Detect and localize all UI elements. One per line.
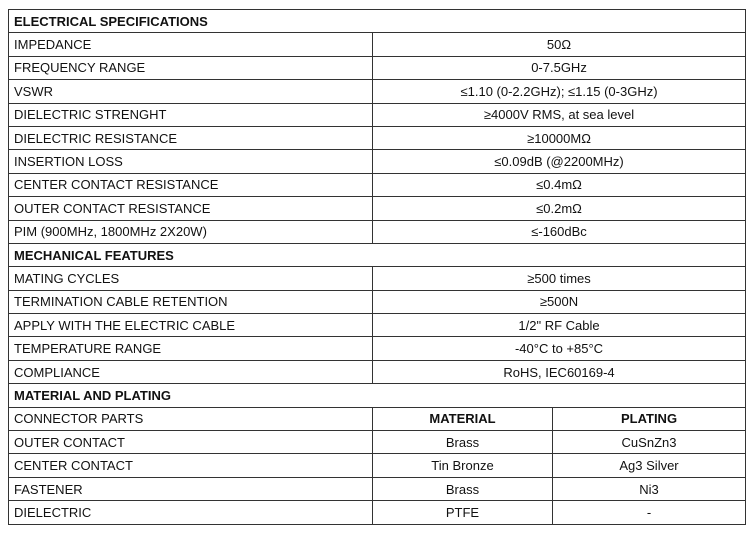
part-material: PTFE — [373, 501, 553, 524]
table-row — [9, 314, 746, 337]
row-value: ≤0.2mΩ — [373, 197, 746, 220]
table-row — [9, 220, 746, 243]
row-value: 0-7.5GHz — [373, 56, 746, 79]
section-title: MECHANICAL FEATURES — [9, 243, 746, 266]
table-row — [9, 33, 746, 56]
row-value: ≥500 times — [373, 267, 746, 290]
section-title: ELECTRICAL SPECIFICATIONS — [9, 10, 746, 33]
row-label: CENTER CONTACT RESISTANCE — [9, 173, 373, 196]
section-header-electrical — [9, 10, 746, 33]
row-label: FREQUENCY RANGE — [9, 56, 373, 79]
table-row — [9, 267, 746, 290]
row-label: IMPEDANCE — [9, 33, 373, 56]
column-header-row — [9, 407, 746, 430]
column-header-plating: PLATING — [553, 407, 746, 430]
row-label: APPLY WITH THE ELECTRIC CABLE — [9, 314, 373, 337]
column-header-parts: CONNECTOR PARTS — [9, 407, 373, 430]
table-row — [9, 103, 746, 126]
row-label: PIM (900MHz, 1800MHz 2X20W) — [9, 220, 373, 243]
part-plating: Ni3 — [553, 477, 746, 500]
part-name: DIELECTRIC — [9, 501, 373, 524]
row-label: TERMINATION CABLE RETENTION — [9, 290, 373, 313]
row-value: ≤1.10 (0-2.2GHz); ≤1.15 (0-3GHz) — [373, 80, 746, 103]
part-name: CENTER CONTACT — [9, 454, 373, 477]
row-label: DIELECTRIC STRENGHT — [9, 103, 373, 126]
table-row — [9, 197, 746, 220]
part-material: Brass — [373, 477, 553, 500]
row-label: TEMPERATURE RANGE — [9, 337, 373, 360]
column-header-material: MATERIAL — [373, 407, 553, 430]
table-row — [9, 80, 746, 103]
row-value: 50Ω — [373, 33, 746, 56]
table-row — [9, 477, 746, 500]
table-row — [9, 360, 746, 383]
table-row — [9, 56, 746, 79]
table-row — [9, 290, 746, 313]
table-row — [9, 126, 746, 149]
row-label: VSWR — [9, 80, 373, 103]
part-plating: Ag3 Silver — [553, 454, 746, 477]
section-header-material — [9, 384, 746, 407]
table-row — [9, 337, 746, 360]
table-row — [9, 454, 746, 477]
row-value: ≥4000V RMS, at sea level — [373, 103, 746, 126]
row-value: ≤-160dBc — [373, 220, 746, 243]
row-value: 1/2" RF Cable — [373, 314, 746, 337]
row-label: OUTER CONTACT RESISTANCE — [9, 197, 373, 220]
part-material: Tin Bronze — [373, 454, 553, 477]
table-row — [9, 501, 746, 524]
part-name: OUTER CONTACT — [9, 431, 373, 454]
part-plating: CuSnZn3 — [553, 431, 746, 454]
row-value: RoHS, IEC60169-4 — [373, 360, 746, 383]
part-material: Brass — [373, 431, 553, 454]
row-label: DIELECTRIC RESISTANCE — [9, 126, 373, 149]
row-value: ≥500N — [373, 290, 746, 313]
row-label: MATING CYCLES — [9, 267, 373, 290]
specifications-table — [8, 9, 746, 525]
row-value: ≥10000MΩ — [373, 126, 746, 149]
table-row — [9, 431, 746, 454]
table-row — [9, 150, 746, 173]
table-row — [9, 173, 746, 196]
part-name: FASTENER — [9, 477, 373, 500]
section-header-mechanical — [9, 243, 746, 266]
row-value: -40°C to +85°C — [373, 337, 746, 360]
row-label: COMPLIANCE — [9, 360, 373, 383]
row-label: INSERTION LOSS — [9, 150, 373, 173]
section-title: MATERIAL AND PLATING — [9, 384, 746, 407]
row-value: ≤0.09dB (@2200MHz) — [373, 150, 746, 173]
part-plating: - — [553, 501, 746, 524]
row-value: ≤0.4mΩ — [373, 173, 746, 196]
